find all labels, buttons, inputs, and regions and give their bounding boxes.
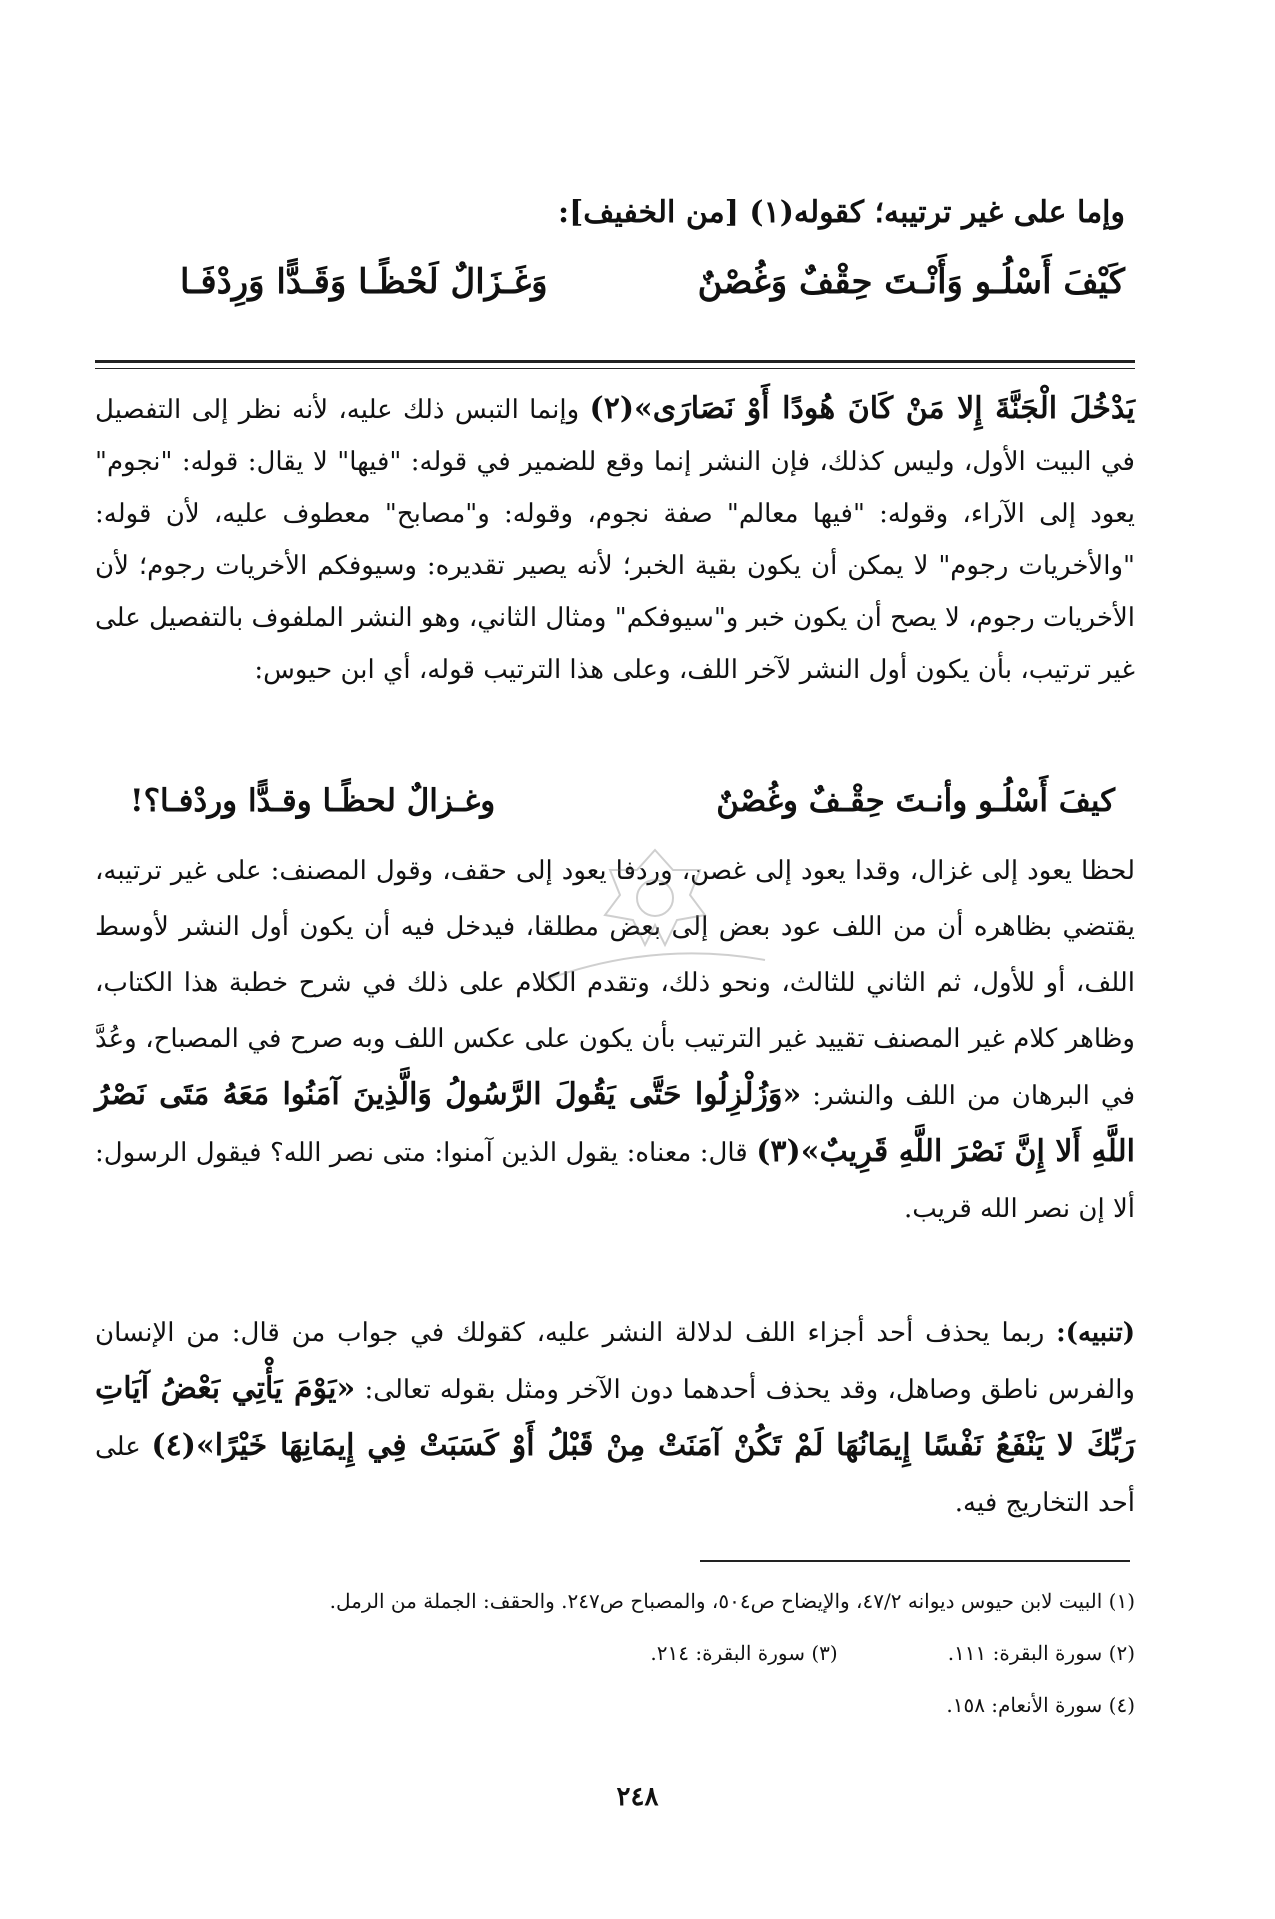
paragraph-2-text-b: قال: معناه: يقول الذين آمنوا: متى نصر الله؟ فيقول الرسول: ألا إن نصر الله قريب. [95,1138,1135,1224]
paragraph-3-text-b: على أحد التخاريج فيه. [95,1432,1135,1518]
verse-1-second-hemistich: وَغَـزَالٌ لَحْظًـا وَقَـدًّا وَرِدْفَـا [180,262,548,302]
footnote-3: (٣) سورة البقرة: ٢١٤. [650,1641,838,1665]
note-label: (تنبيه): [1056,1318,1135,1348]
verse-2-second-hemistich: وغـزالٌ لحظًـا وقـدًّا وردْفـا؟! [130,783,496,819]
verse-2-first-hemistich: كيفَ أَسْلُـو وأنـتَ حِقْـفٌ وغُصْنٌ [716,783,1115,819]
paragraph-2-text-a: لحظا يعود إلى غزال، وقدا يعود إلى غصن، وردفا يعود إلى حقف، وقول المصنف: على غير ترتيبه، يقتضي بظاهره أن من اللف عود بعض إلى بعض مطلقا، فيدخل فيه أن يكون أول النشر لأوسط اللف، أو للأول، ثم الثاني للثالث، ونحو ذلك، وتقدم الكلام على ذلك في شرح خطبة هذا الكتاب، وظاهر كلام غير المصنف تقييد غير الترتيب بأن يكون على عكس اللف وبه صرح في المصباح، وعُدَّ في البرهان من اللف والنشر: [95,856,1136,1111]
paragraph-3-text-a: ربما يحذف أحد أجزاء اللف لدلالة النشر عليه، كقولك في جواب من قال: من الإنسان والفرس ناطق وصاهل، وقد يحذف أحدهما دون الآخر ومثل بقوله تعالى: [95,1318,1135,1405]
paragraph-1-text: وإنما التبس ذلك عليه، لأنه نظر إلى التفصيل في البيت الأول، وليس كذلك، فإن النشر إنما وقع للضمير في قوله: "فيها" لا يقال: قوله: "نجوم" يعود إلى الآراء، وقوله: "فيها معالم" صفة نجوم، وقوله: و"مصابح" معطوف عليه، لأن قوله: "والأخريات رجوم" لا يمكن أن يكون بقية الخبر؛ لأنه يصير تقديره: وسيوفكم الأخريات رجوم؛ لأن الأخريات رجوم، لا يصح أن يكون خبر و"سيوفكم" ومثال الثاني، وهو النشر الملفوف بالتفصيل على غير ترتيب، بأن يكون أول النشر لآخر اللف، وعلى هذا الترتيب قوله، أي ابن حيوس: [95,395,1135,685]
separator-thin [95,368,1135,369]
footnote-separator [700,1560,1130,1562]
quran-quote-2: «وَزُلْزِلُوا حَتَّى يَقُولَ الرَّسُولُ وَالَّذِينَ آمَنُوا مَعَهُ مَتَى نَصْرُ اللَّهِ أَلا إِنَّ نَصْرَ اللَّهِ قَرِيبٌ»(٣) [95,1077,1135,1169]
footnote-4: (٤) سورة الأنعام: ١٥٨. [946,1693,1135,1717]
paragraph-1 [95,383,1135,696]
footnote-2: (٢) سورة البقرة: ١١١. [947,1641,1135,1665]
footnote-1: (١) البيت لابن حيوس ديوانه ٤٧/٢، والإيضاح ص٥٠٤، والمصباح ص٢٤٧. والحقف: الجملة من الرمل. [329,1589,1135,1613]
footnote-row-2-3 [95,1627,1135,1679]
verse-2 [130,783,1115,819]
intro-line: وإما على غير ترتيبه؛ كقوله(١) [من الخفيف]: [558,195,1125,230]
library-stamp-watermark [505,840,805,1000]
verse-1 [180,262,1125,302]
quran-quote-3: «يَوْمَ يَأْتِي بَعْضُ آيَاتِ رَبِّكَ لا يَنْفَعُ نَفْسًا إِيمَانُهَا لَمْ تَكُنْ آمَنَتْ مِنْ قَبْلُ أَوْ كَسَبَتْ فِي إِيمَانِهَا خَيْرًا»(٤) [95,1371,1135,1463]
page-number: ٢٤٨ [616,1782,659,1812]
quran-quote-1: يَدْخُلَ الْجَنَّةَ إِلا مَنْ كَانَ هُودًا أَوْ نَصَارَى»(٢) [589,391,1135,426]
footnotes [95,1575,1135,1731]
verse-1-first-hemistich: كَيْفَ أَسْلُـو وَأَنْـتَ حِقْفٌ وَغُصْنٌ [697,262,1125,302]
separator-thick [95,360,1135,363]
paragraph-3 [95,1305,1135,1531]
